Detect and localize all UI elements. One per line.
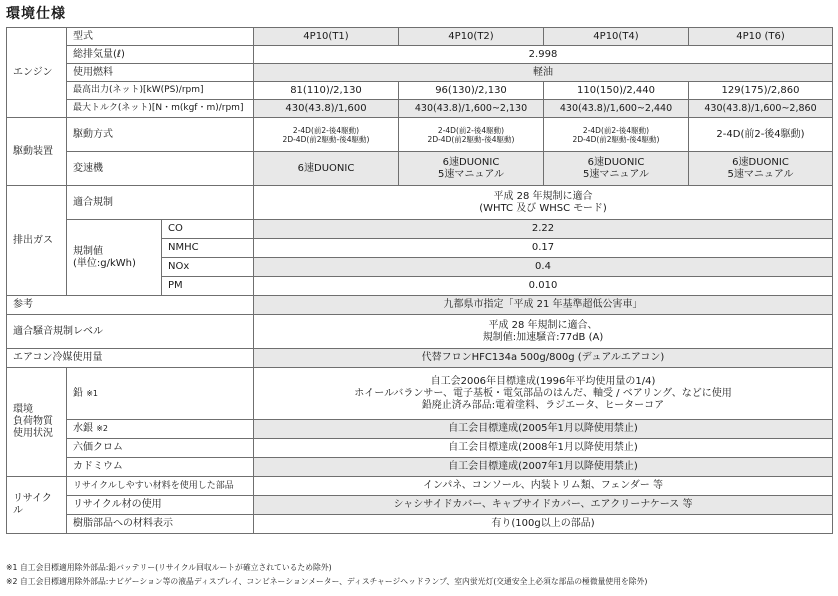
- label-lead: [67, 368, 254, 420]
- value-max-output-t6: 129(175)/2,860: [689, 82, 833, 100]
- value-fuel: 軽油: [254, 64, 833, 82]
- table-row: [7, 100, 833, 118]
- value-pm: 0.010: [254, 277, 833, 296]
- value-max-torque-t4: 430(43.8)/1,600~2,440: [544, 100, 689, 118]
- label-nox: NOx: [162, 258, 254, 277]
- table-row: [7, 296, 833, 315]
- category-engine: エンジン: [7, 28, 67, 118]
- label-model: 型式: [67, 28, 254, 46]
- page-title: 環境仕様: [6, 6, 66, 22]
- value-nmhc: 0.17: [254, 239, 833, 258]
- value-compliance: 平成 28 年規制に適合 (WHTC 及び WHSC モード): [254, 186, 833, 220]
- value-cadmium: 自工会目標達成(2007年1月以降使用禁止): [254, 458, 833, 477]
- label-co: CO: [162, 220, 254, 239]
- value-trans-t2: 6速DUONIC 5速マニュアル: [399, 152, 544, 186]
- table-row: [7, 315, 833, 349]
- value-trans-t4: 6速DUONIC 5速マニュアル: [544, 152, 689, 186]
- value-co: 2.22: [254, 220, 833, 239]
- label-recycle-material: リサイクル材の使用: [67, 496, 254, 515]
- footnote-2: ※2 自工会目標適用除外部品:ナビゲーション等の液晶ディスプレイ、コンビネーションメーター、ディスチャージヘッドランプ、室内蛍光灯(交通安全上必須な部品の極微量使用を除外): [6, 577, 648, 586]
- table-row: [7, 118, 833, 152]
- footnote-1: ※1 自工会目標適用除外部品:鉛バッテリー(リサイクル回収ルートが確立されているため除外): [6, 563, 332, 572]
- value-max-output-t1: 81(110)/2,130: [254, 82, 399, 100]
- value-max-torque-t6: 430(43.8)/1,600~2,860: [689, 100, 833, 118]
- value-mercury: 自工会目標達成(2005年1月以降使用禁止): [254, 420, 833, 439]
- value-nox: 0.4: [254, 258, 833, 277]
- value-drive-t6: 2-4D(前2-後4駆動): [689, 118, 833, 152]
- label-cadmium: カドミウム: [67, 458, 254, 477]
- model-t4: 4P10(T4): [544, 28, 689, 46]
- value-max-torque-t2: 430(43.8)/1,600~2,130: [399, 100, 544, 118]
- label-max-torque: 最大トルク(ネット)[N・m(kgf・m)/rpm]: [67, 100, 254, 118]
- table-row: [7, 349, 833, 368]
- table-row: [7, 220, 833, 239]
- table-row: [7, 515, 833, 534]
- label-drive: 駆動方式: [67, 118, 254, 152]
- label-max-output: 最高出力(ネット)[kW(PS)/rpm]: [67, 82, 254, 100]
- label-recycle-parts: リサイクルしやすい材料を使用した部品: [67, 477, 254, 496]
- value-chromium: 自工会目標達成(2008年1月以降使用禁止): [254, 439, 833, 458]
- model-t6: 4P10 (T6): [689, 28, 833, 46]
- table-row: [7, 28, 833, 46]
- label-resin: 樹脂部品への材料表示: [67, 515, 254, 534]
- value-trans-t6: 6速DUONIC 5速マニュアル: [689, 152, 833, 186]
- label-mercury: [67, 420, 254, 439]
- value-resin: 有り(100g以上の部品): [254, 515, 833, 534]
- table-row: [7, 152, 833, 186]
- label-chromium: 六価クロム: [67, 439, 254, 458]
- category-exhaust: 排出ガス: [7, 186, 67, 296]
- table-row: [7, 46, 833, 64]
- table-row: [7, 64, 833, 82]
- value-max-output-t4: 110(150)/2,440: [544, 82, 689, 100]
- table-row: [7, 439, 833, 458]
- category-drive: 駆動装置: [7, 118, 67, 186]
- label-transmission: 変速機: [67, 152, 254, 186]
- label-nmhc: NMHC: [162, 239, 254, 258]
- label-fuel: 使用燃料: [67, 64, 254, 82]
- model-t2: 4P10(T2): [399, 28, 544, 46]
- label-limit: 規制値 (単位:g/kWh): [67, 220, 162, 296]
- label-lead-text: 鉛: [73, 387, 83, 399]
- category-substances: 環境 負荷物質 使用状況: [7, 368, 67, 477]
- mercury-note-mark: ※2: [96, 424, 108, 433]
- table-row: [7, 368, 833, 420]
- value-trans-t1: 6速DUONIC: [254, 152, 399, 186]
- label-mercury-text: 水銀: [73, 423, 93, 434]
- value-aircon: 代替フロンHFC134a 500g/800g (デュアルエアコン): [254, 349, 833, 368]
- label-noise: 適合騒音規制レベル: [7, 315, 254, 349]
- value-lead: 自工会2006年目標達成(1996年平均使用量の1/4) ホイールバランサー、電子基板・電気部品のはんだ、軸受 / ベアリング、などに使用 鉛廃止済み部品:電着塗料、ラジエータ、ヒーターコア: [254, 368, 833, 420]
- table-row: [7, 82, 833, 100]
- value-displacement: 2.998: [254, 46, 833, 64]
- value-drive-t1: 2-4D(前2-後4駆動) 2D-4D(前2駆動-後4駆動): [254, 118, 399, 152]
- value-max-output-t2: 96(130)/2,130: [399, 82, 544, 100]
- value-drive-t2: 2-4D(前2-後4駆動) 2D-4D(前2駆動-後4駆動): [399, 118, 544, 152]
- value-max-torque-t1: 430(43.8)/1,600: [254, 100, 399, 118]
- table-row: [7, 477, 833, 496]
- value-reference: 九都県市指定「平成 21 年基準超低公害車」: [254, 296, 833, 315]
- label-compliance: 適合規制: [67, 186, 254, 220]
- table-row: [7, 420, 833, 439]
- table-row: [7, 186, 833, 220]
- spec-table: [6, 27, 833, 534]
- value-drive-t4: 2-4D(前2-後4駆動) 2D-4D(前2駆動-後4駆動): [544, 118, 689, 152]
- label-pm: PM: [162, 277, 254, 296]
- label-reference: 参考: [7, 296, 254, 315]
- category-recycle: リサイクル: [7, 477, 67, 534]
- table-row: [7, 458, 833, 477]
- table-row: [7, 496, 833, 515]
- label-displacement: 総排気量(ℓ): [67, 46, 254, 64]
- value-recycle-parts: インパネ、コンソール、内装トリム類、フェンダー 等: [254, 477, 833, 496]
- lead-note-mark: ※1: [86, 388, 98, 398]
- model-t1: 4P10(T1): [254, 28, 399, 46]
- value-recycle-material: シャシサイドカバー、キャブサイドカバー、エアクリーナケース 等: [254, 496, 833, 515]
- label-aircon: エアコン冷媒使用量: [7, 349, 254, 368]
- value-noise: 平成 28 年規制に適合、 規制値:加速騒音:77dB (A): [254, 315, 833, 349]
